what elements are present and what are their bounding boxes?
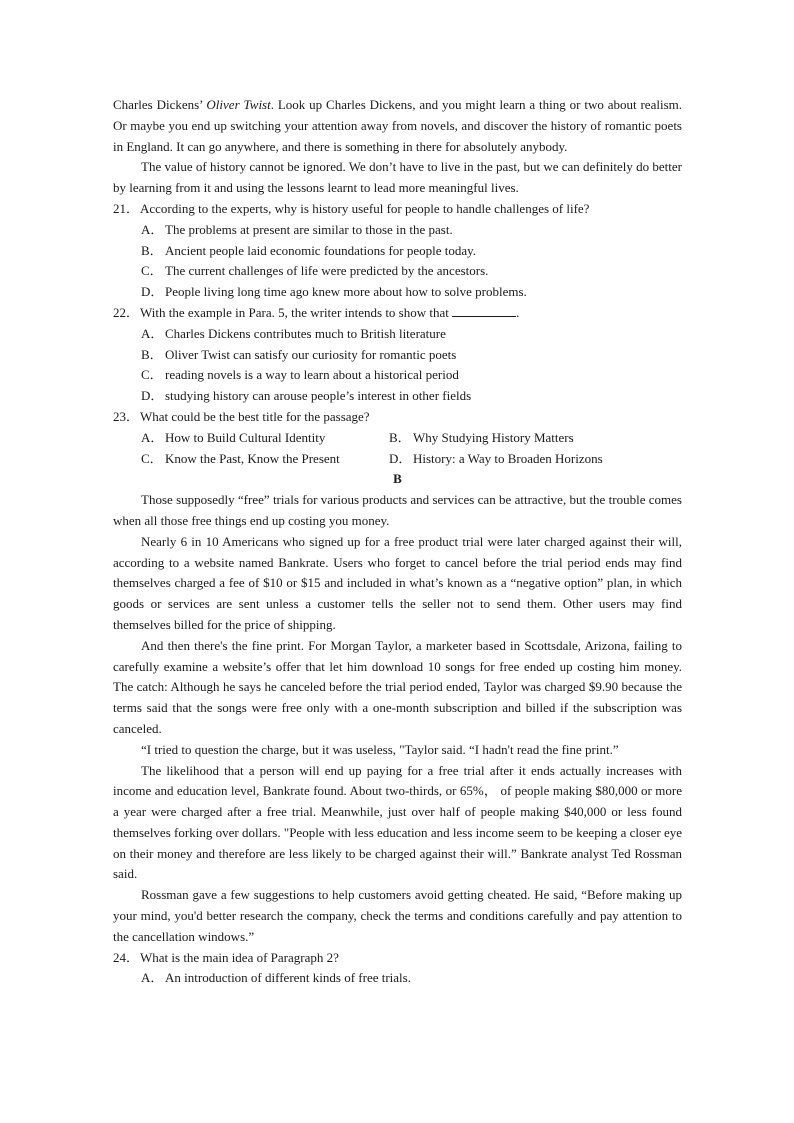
q23-option-c[interactable]: C． Know the Past, Know the Present xyxy=(141,450,340,466)
q21-option-d[interactable]: D． People living long time ago knew more about how to solve problems. xyxy=(141,284,527,300)
question-23: 23．What could be the best title for the passage? xyxy=(113,408,370,424)
question-24: 24．What is the main idea of Paragraph 2? xyxy=(113,949,339,965)
q21-option-b[interactable]: B． Ancient people laid economic foundations for people today. xyxy=(141,242,477,258)
q24-option-a[interactable]: A． An introduction of different kinds of free trials. xyxy=(141,970,411,986)
q23-option-a[interactable]: A． How to Build Cultural Identity xyxy=(141,429,326,445)
q22-option-a[interactable]: A． Charles Dickens contributes much to British literature xyxy=(141,325,446,341)
q22-option-d[interactable]: D． studying history can arouse people’s interest in other fields xyxy=(141,388,472,404)
passage-paragraph-4: “I tried to question the charge, but it was useless, "Taylor said. “I hadn't read the fine print.” xyxy=(141,741,619,757)
q23-options-row-2 xyxy=(141,449,682,470)
passage-paragraph-3: And then there's the fine print. For Morgan Taylor, a marketer based in Scottsdale, Arizona, failing to carefully examine a website’s offer that let him download 10 songs for free ended up costing him money. The catch: Although he says he canceled before the trial period ended, Taylor was charged $9.90 because the terms said that the songs were free only with a one-month subscription and billed if the subscription was canceled. xyxy=(113,637,682,736)
question-21: 21．According to the experts, why is history useful for people to handle challenges of life? xyxy=(113,200,590,216)
q22-option-b[interactable]: B． Oliver Twist can satisfy our curiosity for romantic poets xyxy=(141,346,457,362)
q23-options-row-1 xyxy=(141,428,682,449)
q23-option-b[interactable]: B． Why Studying History Matters xyxy=(389,429,574,445)
passage-paragraph-6: Rossman gave a few suggestions to help customers avoid getting cheated. He said, “Before making up your mind, you'd better research the company, check the terms and conditions carefully and pay attention to the cancellation windows.” xyxy=(113,887,682,944)
q23-option-d[interactable]: D． History: a Way to Broaden Horizons xyxy=(389,450,603,466)
q21-option-a[interactable]: A． The problems at present are similar to those in the past. xyxy=(141,221,453,237)
question-22: 22．With the example in Para. 5, the writer intends to show that . xyxy=(113,304,520,320)
answer-blank[interactable] xyxy=(452,304,516,317)
book-title: Oliver Twist xyxy=(206,97,271,112)
section-heading: B xyxy=(393,471,402,487)
q22-option-c[interactable]: C． reading novels is a way to learn about a historical period xyxy=(141,367,459,383)
q21-option-c[interactable]: C． The current challenges of life were predicted by the ancestors. xyxy=(141,263,489,279)
intro-paragraph-1: Charles Dickens’ Oliver Twist. Look up Charles Dickens, and you might learn a thing or two about realism. Or maybe you end up switching your attention away from novels, and discover the history of romantic poets in England. It can go anywhere, and there is something in there for absolutely anybody. xyxy=(113,97,682,154)
intro-paragraph-2: The value of history cannot be ignored. We don’t have to live in the past, but we can definitely do better by learning from it and using the lessons learnt to lead more meaningful lives. xyxy=(113,159,682,196)
passage-paragraph-2: Nearly 6 in 10 Americans who signed up for a free product trial were later charged against their will, according to a website named Bankrate. Users who forget to cancel before the trial period ends may find themselves charged a fee of $10 or $15 and included in what’s known as a “negative option” plan, in which goods or services are sent unless a customer tells the seller not to send them. Other users may find themselves billed for the price of shipping. xyxy=(113,533,682,632)
passage-paragraph-5: The likelihood that a person will end up paying for a free trial after it ends actually increases with income and education level, Bankrate found. About two-thirds, or 65%， of people making $80,000 or more a year were charged after a free trial. Meanwhile, just over half of people making $40,000 or less found themselves forking over dollars. "People with less education and less income seem to be keeping a closer eye on their money and therefore are less likely to be charged against their will.” Bankrate analyst Ted Rossman said. xyxy=(113,762,682,882)
passage-paragraph-1: Those supposedly “free” trials for various products and services can be attractive, but the trouble comes when all those free things end up costing you money. xyxy=(113,492,682,528)
document-page xyxy=(113,95,682,989)
